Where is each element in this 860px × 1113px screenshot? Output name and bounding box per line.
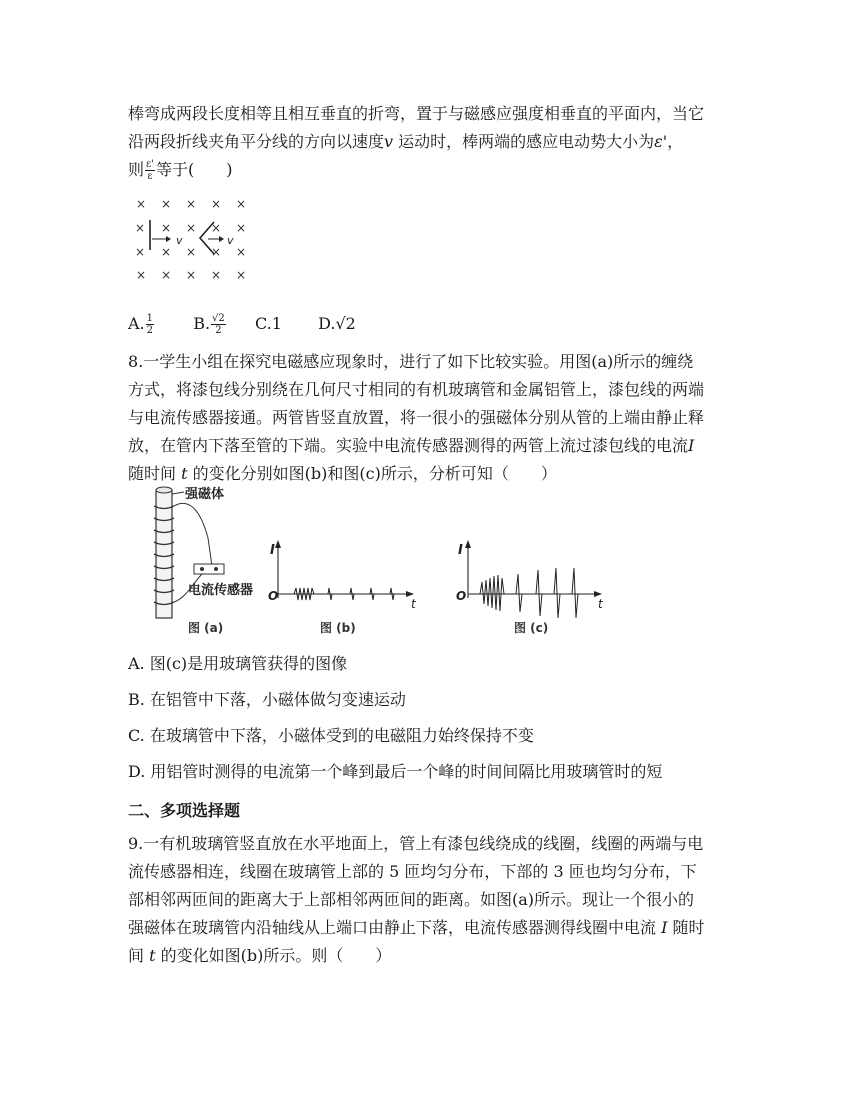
field-cross-mark: × <box>135 268 147 282</box>
axis-I-c: I <box>458 543 463 558</box>
field-cross-mark: × <box>160 268 172 282</box>
velocity-arrowhead-2 <box>219 236 224 242</box>
q9-line-5: 间 t 的变化如图(b)所示。则（ ） <box>128 946 392 965</box>
velocity-arrowhead-1 <box>166 236 171 242</box>
field-cross-mark: × <box>210 268 222 282</box>
field-cross-mark: × <box>185 245 197 259</box>
figure-b-graph <box>275 540 414 600</box>
field-cross-mark: × <box>160 245 172 259</box>
field-cross-mark: × <box>134 245 146 259</box>
question-9-text <box>128 830 748 970</box>
caption-c: 图 (c) <box>514 621 549 635</box>
field-cross-mark: × <box>185 221 197 235</box>
magnet-label: 强磁体 <box>185 487 225 502</box>
q9-line-2: 流传感器相连，线圈在玻璃管上部的 5 匝均匀分布，下部的 3 匝也均匀分布，下 <box>128 862 697 881</box>
q7-line-1: 棒弯成两段长度相等且相互垂直的折弯，置于与磁感应强度相垂直的平面内，当它 <box>128 104 705 123</box>
axis-t-c: t <box>598 597 603 611</box>
q8-line-1: 8.一学生小组在探究电磁感应现象时，进行了如下比较实验。用图(a)所示的缠绕 <box>128 352 694 371</box>
axis-I-b: I <box>270 543 275 558</box>
q8-line-2: 方式，将漆包线分别绕在几何尺寸相同的有机玻璃管和金属铝管上，漆包线的两端 <box>128 380 705 399</box>
field-cross-mark: × <box>235 221 247 235</box>
field-cross-mark: × <box>160 197 172 211</box>
q7-option-d[interactable]: D.√2 <box>318 314 356 333</box>
q9-line-3: 部相邻两匝间的距离大于上部相邻两匝间的距离。如图(a)所示。现让一个很小的 <box>128 890 695 909</box>
field-cross-mark: × <box>135 197 147 211</box>
sensor-box <box>194 564 224 574</box>
origin-c: O <box>456 589 467 603</box>
question-7-text <box>128 100 748 184</box>
field-cross-mark: × <box>235 268 247 282</box>
q9-line-4: 强磁体在玻璃管内沿轴线从上端口由静止下落，电流传感器测得线圈中电流 I 随时 <box>128 918 705 937</box>
magnet-pointer <box>172 492 184 494</box>
q7-option-c[interactable]: C.1 <box>254 314 282 333</box>
time-symbol: t <box>149 946 156 965</box>
q8-line-5: 随时间 t 的变化分别如图(b)和图(c)所示，分析可知（ ） <box>128 464 557 483</box>
caption-a: 图 (a) <box>188 621 224 635</box>
q7-option-b[interactable]: B. $\frac{√2}{2}$ <box>193 313 225 336</box>
emf-ratio-fraction: $\frac{\varepsilon'}{\varepsilon}$ <box>146 159 154 182</box>
sensor-label: 电流传感器 <box>188 583 254 598</box>
q8-option-a[interactable]: A. 图(c)是用玻璃管获得的图像 <box>128 654 348 673</box>
caption-b: 图 (b) <box>320 621 356 635</box>
trace-b <box>278 588 406 600</box>
field-cross-mark: × <box>160 221 172 235</box>
field-cross-mark: × <box>235 197 247 211</box>
current-symbol: I <box>688 436 695 455</box>
figure-c-graph <box>465 540 602 618</box>
section-heading-multiple-choice: 二、多项选择题 <box>128 801 241 820</box>
question-8-text <box>128 348 748 488</box>
current-symbol: I <box>661 918 668 937</box>
q7-line-2: 沿两段折线夹角平分线的方向以速度v 运动时，棒两端的感应电动势大小为ε'， <box>128 132 684 151</box>
q8-option-b[interactable]: B. 在铝管中下落，小磁体做匀变速运动 <box>128 690 406 709</box>
axis-t-b: t <box>411 597 416 611</box>
velocity-symbol: v <box>384 132 394 151</box>
field-cross-mark: × <box>235 245 247 259</box>
time-symbol: t <box>181 464 188 483</box>
field-cross-mark: × <box>134 221 146 235</box>
velocity-label-1: v <box>176 234 183 247</box>
q7-option-a[interactable]: A. $\frac{1}{2}$ <box>128 313 154 336</box>
lead-wire-1 <box>174 503 212 566</box>
q8-option-c[interactable]: C. 在玻璃管中下落，小磁体受到的电磁阻力始终保持不变 <box>128 726 534 745</box>
q8-option-d[interactable]: D. 用铝管时测得的电流第一个峰到最后一个峰的时间间隔比用玻璃管时的短 <box>128 762 663 781</box>
velocity-label-2: v <box>227 234 234 247</box>
trace-c <box>468 568 594 618</box>
q8-line-4: 放，在管内下落至管的下端。实验中电流传感器测得的两管上流过漆包线的电流I <box>128 436 695 455</box>
figure-a-apparatus <box>154 486 253 635</box>
field-cross-mark: × <box>185 268 197 282</box>
q7-line-3: 则 $\frac{\varepsilon'}{\varepsilon}$ 等于( ) <box>128 159 233 182</box>
field-cross-mark: × <box>185 197 197 211</box>
q9-line-1: 9.一有机玻璃管竖直放在水平地面上，管上有漆包线绕成的线圈，线圈的两端与电 <box>128 834 704 853</box>
field-cross-mark: × <box>210 245 222 259</box>
q7-options <box>128 312 356 336</box>
q7-magnetic-field-figure <box>128 192 258 288</box>
q8-line-3: 与电流传感器接通。两管皆竖直放置，将一很小的强磁体分别从管的上端由静止释 <box>128 408 705 427</box>
q8-experiment-figure <box>128 478 608 648</box>
field-cross-mark: × <box>210 221 222 235</box>
field-cross-mark: × <box>210 197 222 211</box>
emf-prime-symbol: ε' <box>654 132 668 151</box>
tube <box>156 490 172 618</box>
origin-b: O <box>268 589 279 603</box>
